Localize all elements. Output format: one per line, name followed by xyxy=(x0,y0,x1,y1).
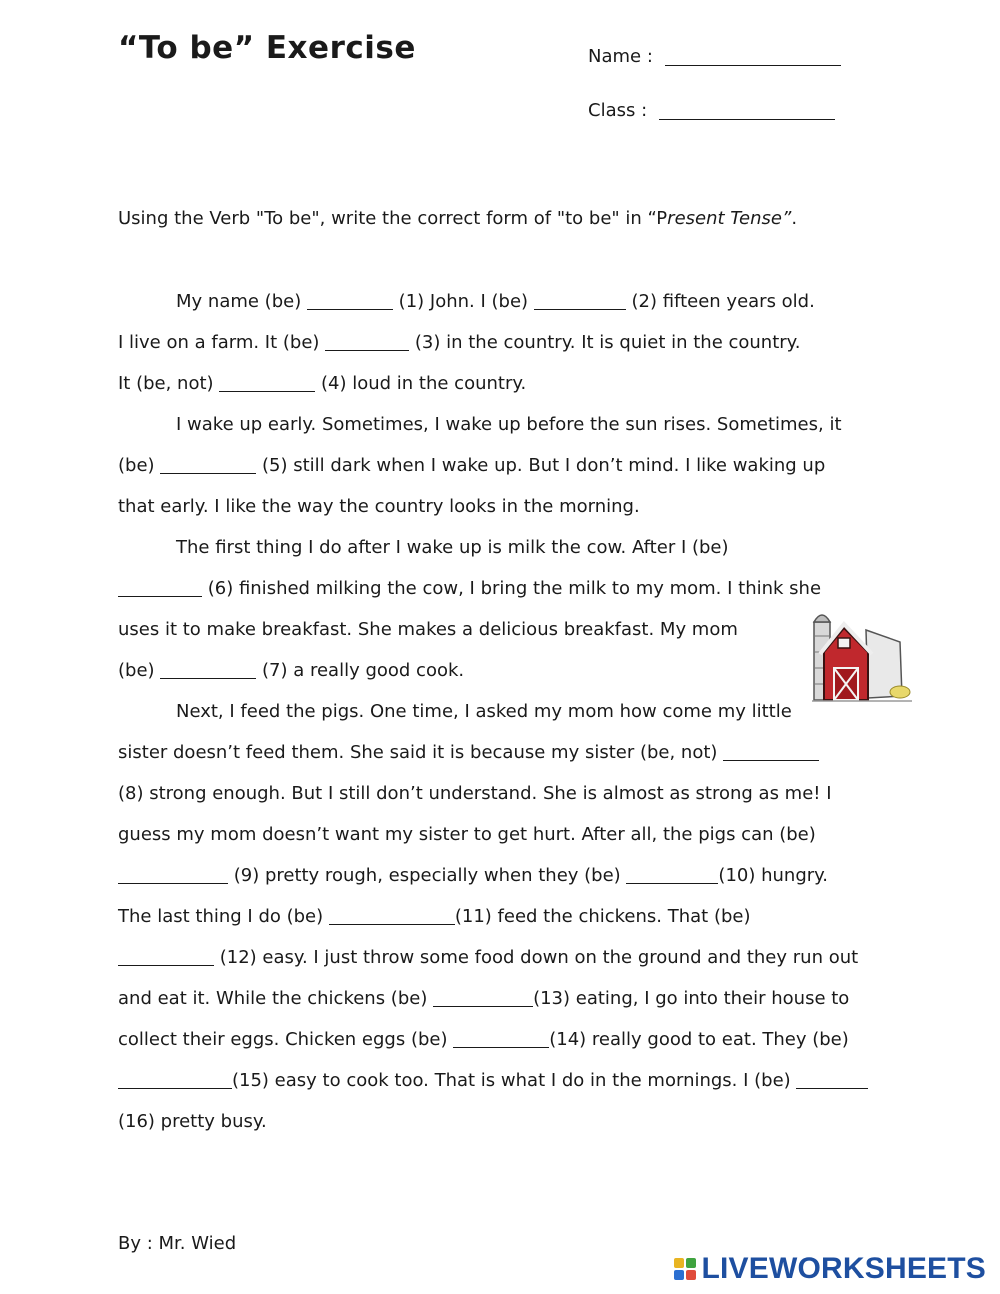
text: (15) easy to cook too. That is what I do in the mornings. I (be) xyxy=(232,1070,797,1091)
passage-line xyxy=(118,1028,849,1052)
passage-line xyxy=(176,536,729,560)
passage-line xyxy=(118,1069,868,1093)
passage-line xyxy=(118,495,640,519)
passage-line xyxy=(118,987,849,1011)
text: uses it to make breakfast. She makes a delicious breakfast. My mom xyxy=(118,619,738,640)
answer-blank-1[interactable] xyxy=(307,293,393,310)
passage-line xyxy=(118,331,800,355)
passage-line xyxy=(118,905,751,929)
hay-pile xyxy=(890,686,910,698)
liveworksheets-logo[interactable] xyxy=(674,1252,987,1286)
answer-blank-16[interactable] xyxy=(796,1072,868,1089)
class-field xyxy=(588,100,835,121)
text: (be) xyxy=(118,660,161,681)
text: sister doesn’t feed them. She said it is because my sister (be, not) xyxy=(118,742,724,763)
silo-roof xyxy=(814,615,830,622)
barn-illustration xyxy=(808,606,916,706)
passage-line xyxy=(118,454,825,478)
brand-logo-icon xyxy=(674,1258,696,1280)
passage-line xyxy=(118,864,828,888)
worksheet-title: “To be” Exercise xyxy=(118,30,416,66)
passage-line xyxy=(118,372,526,396)
answer-blank-6[interactable] xyxy=(118,580,202,597)
answer-blank-8[interactable] xyxy=(723,744,819,761)
answer-blank-15[interactable] xyxy=(118,1072,232,1089)
text: (10) hungry. xyxy=(718,865,828,886)
text: (11) feed the chickens. That (be) xyxy=(454,906,751,927)
passage-line xyxy=(176,290,815,314)
text: (8) strong enough. But I still don’t understand. She is almost as strong as me! I xyxy=(118,783,832,804)
passage-line xyxy=(176,413,842,437)
answer-blank-3[interactable] xyxy=(325,334,409,351)
barn-window xyxy=(838,638,850,648)
text: (5) still dark when I wake up. But I don’t mind. I like waking up xyxy=(256,455,826,476)
passage-line xyxy=(118,741,819,765)
instruction-text: Using the Verb "To be", write the correct form of "to be" in “P xyxy=(118,208,668,229)
text: (2) fifteen years old. xyxy=(625,291,815,312)
text: (12) easy. I just throw some food down on the ground and they run out xyxy=(214,947,859,968)
text: (14) really good to eat. They (be) xyxy=(549,1029,849,1050)
answer-blank-12[interactable] xyxy=(118,949,214,966)
text: (1) John. I (be) xyxy=(392,291,534,312)
text: (be) xyxy=(118,455,161,476)
text: (13) eating, I go into their house to xyxy=(533,988,850,1009)
answer-blank-7[interactable] xyxy=(160,662,256,679)
class-input-line[interactable] xyxy=(659,119,835,120)
text: I wake up early. Sometimes, I wake up before the sun rises. Sometimes, it xyxy=(176,414,842,435)
text: My name (be) xyxy=(176,291,307,312)
answer-blank-4[interactable] xyxy=(219,375,315,392)
text: (6) finished milking the cow, I bring the milk to my mom. I think she xyxy=(202,578,822,599)
passage-line xyxy=(176,700,792,724)
text: (9) pretty rough, especially when they (be) xyxy=(228,865,627,886)
text: (7) a really good cook. xyxy=(256,660,465,681)
text: guess my mom doesn’t want my sister to get hurt. After all, the pigs can (be) xyxy=(118,824,816,845)
passage-line xyxy=(118,823,816,847)
instruction-end: . xyxy=(791,208,798,229)
answer-blank-14[interactable] xyxy=(453,1031,549,1048)
text: Next, I feed the pigs. One time, I asked my mom how come my little xyxy=(176,701,792,722)
text: (4) loud in the country. xyxy=(315,373,527,394)
text: collect their eggs. Chicken eggs (be) xyxy=(118,1029,454,1050)
text: that early. I like the way the country looks in the morning. xyxy=(118,496,640,517)
answer-blank-9[interactable] xyxy=(118,867,228,884)
text: The first thing I do after I wake up is milk the cow. After I (be) xyxy=(176,537,729,558)
answer-blank-13[interactable] xyxy=(433,990,533,1007)
passage-line xyxy=(118,577,821,601)
passage-line xyxy=(118,1110,267,1134)
answer-blank-2[interactable] xyxy=(534,293,626,310)
text: (3) in the country. It is quiet in the country. xyxy=(409,332,801,353)
answer-blank-5[interactable] xyxy=(160,457,256,474)
passage-line xyxy=(118,946,858,970)
name-input-line[interactable] xyxy=(665,65,841,66)
name-field xyxy=(588,46,841,67)
name-label: Name : xyxy=(588,46,653,67)
text: (16) pretty busy. xyxy=(118,1111,267,1132)
instruction xyxy=(118,208,797,229)
passage-line xyxy=(118,659,464,683)
answer-blank-11[interactable] xyxy=(329,908,455,925)
passage-line xyxy=(118,618,738,642)
class-label: Class : xyxy=(588,100,648,121)
author-credit: By : Mr. Wied xyxy=(118,1233,237,1254)
text: The last thing I do (be) xyxy=(118,906,329,927)
brand-text: LIVEWORKSHEETS xyxy=(701,1252,986,1285)
instruction-italic: resent Tense” xyxy=(667,208,792,229)
text: and eat it. While the chickens (be) xyxy=(118,988,434,1009)
text: I live on a farm. It (be) xyxy=(118,332,326,353)
answer-blank-10[interactable] xyxy=(626,867,718,884)
passage-line xyxy=(118,782,832,806)
text: It (be, not) xyxy=(118,373,220,394)
